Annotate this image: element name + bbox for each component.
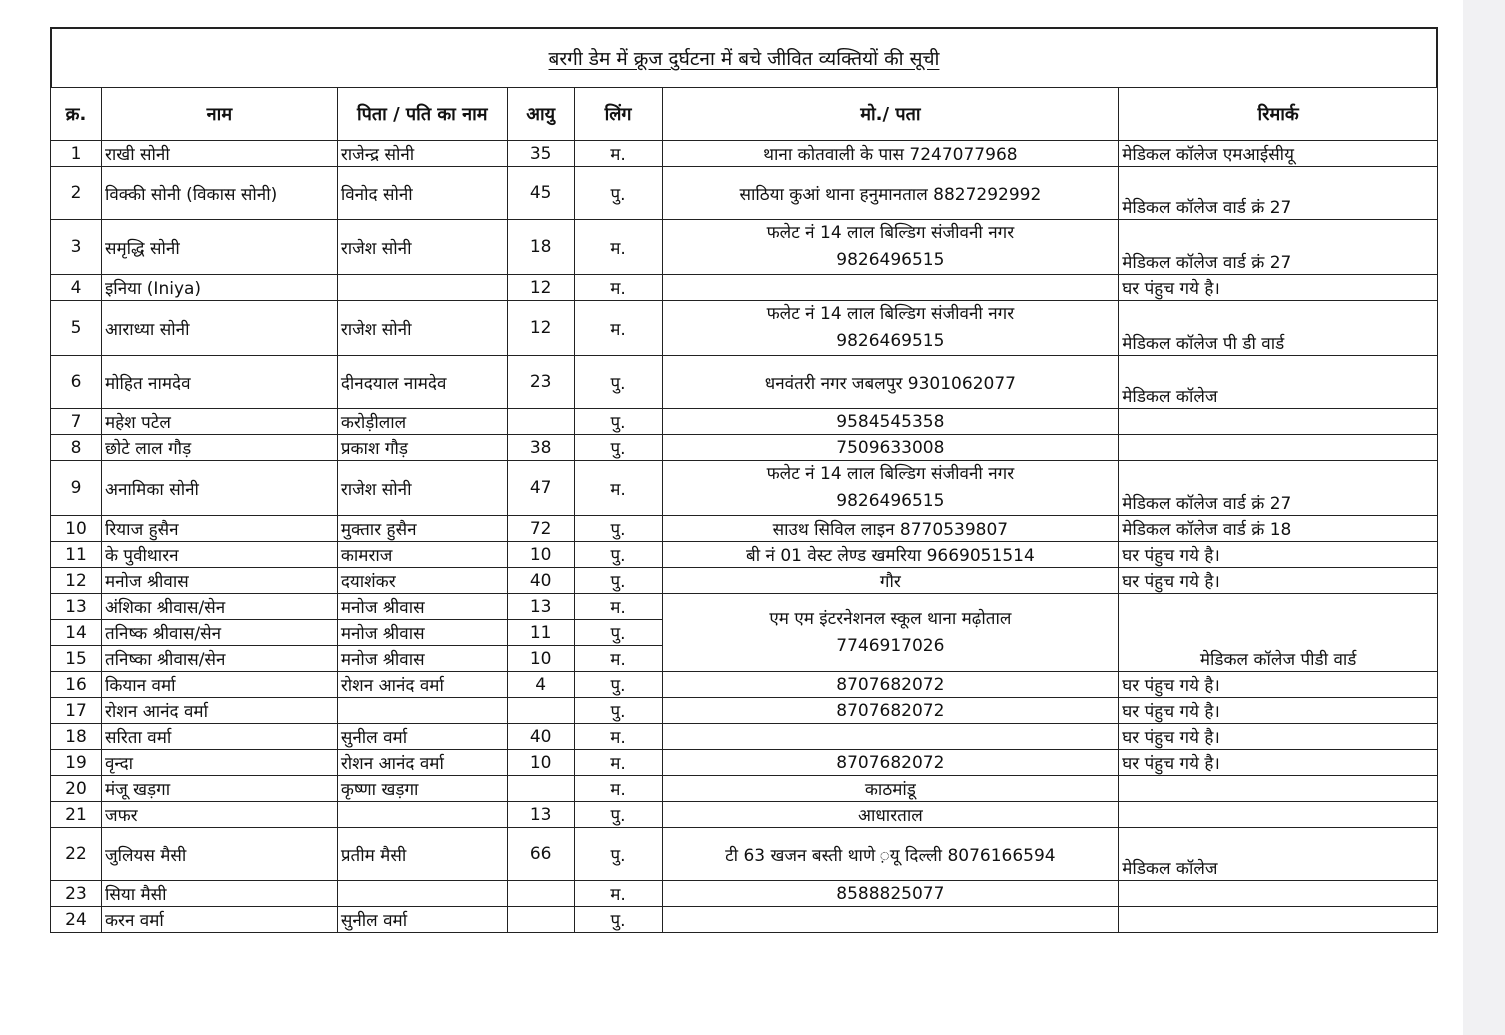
- table-row: [51, 802, 1438, 828]
- cell-sn: 21: [51, 802, 102, 828]
- header-name: नाम: [101, 88, 337, 141]
- cell-sex: म.: [574, 750, 662, 776]
- address-phone: 9826469515: [836, 331, 945, 351]
- address-phone: 9826496515: [836, 250, 945, 270]
- cell-father: [337, 881, 507, 907]
- cell-address: 8707682072: [662, 672, 1119, 698]
- address-line: फलेट नं 14 लाल बिल्डिग संजीवनी नगर: [766, 304, 1015, 324]
- cell-address: टी 63 खजन बस्ती थाणे ़यू दिल्ली 8076166594: [662, 828, 1119, 881]
- cell-remark: मेडिकल कॉलेज पी डी वार्ड: [1119, 301, 1438, 356]
- cell-address: 9584545358: [662, 409, 1119, 435]
- cell-sex: पु.: [574, 542, 662, 568]
- cell-father: [337, 802, 507, 828]
- table-row: [51, 881, 1438, 907]
- cell-sex: म.: [574, 881, 662, 907]
- cell-address: बी नं 01 वेस्ट लेण्ड खमरिया 9669051514: [662, 542, 1119, 568]
- cell-sn: 7: [51, 409, 102, 435]
- cell-name: अंशिका श्रीवास/सेन: [101, 594, 337, 620]
- cell-sex: पु.: [574, 620, 662, 646]
- cell-remark: मेडिकल कॉलेज वार्ड क्रं 27: [1119, 167, 1438, 220]
- cell-sn: 8: [51, 435, 102, 461]
- cell-address: साउथ सिविल लाइन 8770539807: [662, 516, 1119, 542]
- table-row: [51, 724, 1438, 750]
- cell-age: 12: [507, 301, 574, 356]
- cell-father: राजेन्द्र सोनी: [337, 141, 507, 167]
- cell-name: सरिता वर्मा: [101, 724, 337, 750]
- cell-age: 11: [507, 620, 574, 646]
- cell-father: राजेश सोनी: [337, 461, 507, 516]
- cell-age: [507, 409, 574, 435]
- cell-sex: म.: [574, 301, 662, 356]
- table-row: [51, 672, 1438, 698]
- cell-name: महेश पटेल: [101, 409, 337, 435]
- cell-name: अनामिका सोनी: [101, 461, 337, 516]
- cell-sn: 17: [51, 698, 102, 724]
- cell-name: रियाज हुसैन: [101, 516, 337, 542]
- cell-name: करन वर्मा: [101, 907, 337, 933]
- cell-sn: 14: [51, 620, 102, 646]
- table-row: [51, 275, 1438, 301]
- survivor-list-sheet: [50, 27, 1438, 933]
- cell-father: सुनील वर्मा: [337, 907, 507, 933]
- table-row: [51, 568, 1438, 594]
- cell-sex: पु.: [574, 907, 662, 933]
- cell-age: 40: [507, 568, 574, 594]
- header-address: मो./ पता: [662, 88, 1119, 141]
- cell-name: समृद्धि सोनी: [101, 220, 337, 275]
- table-row: [51, 301, 1438, 356]
- table-row: [51, 516, 1438, 542]
- cell-sex: पु.: [574, 435, 662, 461]
- cell-age: 13: [507, 594, 574, 620]
- table-row: [51, 907, 1438, 933]
- address-phone: 7746917026: [836, 635, 945, 656]
- cell-father: राजेश सोनी: [337, 301, 507, 356]
- cell-sex: पु.: [574, 356, 662, 409]
- table-row: [51, 542, 1438, 568]
- cell-address: 8707682072: [662, 750, 1119, 776]
- cell-sn: 15: [51, 646, 102, 672]
- cell-remark: मेडिकल कॉलेज: [1119, 356, 1438, 409]
- cell-age: [507, 907, 574, 933]
- cell-sn: 10: [51, 516, 102, 542]
- cell-father: करोड़ीलाल: [337, 409, 507, 435]
- header-age: आयु: [507, 88, 574, 141]
- cell-sn: 20: [51, 776, 102, 802]
- cell-age: [507, 881, 574, 907]
- cell-address: [662, 907, 1119, 933]
- cell-sex: पु.: [574, 672, 662, 698]
- cell-sex: म.: [574, 594, 662, 620]
- cell-father: रोशन आनंद वर्मा: [337, 750, 507, 776]
- cell-address: [662, 461, 1119, 516]
- cell-address: गौर: [662, 568, 1119, 594]
- cell-father: दीनदयाल नामदेव: [337, 356, 507, 409]
- cell-remark: घर पंहुच गये है।: [1119, 672, 1438, 698]
- cell-sex: पु.: [574, 802, 662, 828]
- cell-name: मोहित नामदेव: [101, 356, 337, 409]
- cell-remark: घर पंहुच गये है।: [1119, 542, 1438, 568]
- table-row: [51, 356, 1438, 409]
- cell-father: सुनील वर्मा: [337, 724, 507, 750]
- cell-name: वृन्दा: [101, 750, 337, 776]
- cell-sn: 3: [51, 220, 102, 275]
- cell-sex: म.: [574, 776, 662, 802]
- page-edge-strip: [1463, 0, 1505, 1035]
- table-row: [51, 409, 1438, 435]
- cell-address: थाना कोतवाली के पास 7247077968: [662, 141, 1119, 167]
- cell-sn: 1: [51, 141, 102, 167]
- cell-remark: मेडिकल कॉलेज एमआईसीयू: [1119, 141, 1438, 167]
- cell-father: मनोज श्रीवास: [337, 620, 507, 646]
- cell-father: [337, 275, 507, 301]
- cell-father: प्रकाश गौड़: [337, 435, 507, 461]
- cell-sex: पु.: [574, 568, 662, 594]
- cell-remark: मेडिकल कॉलेज वार्ड क्रं 27: [1119, 461, 1438, 516]
- cell-remark: मेडिकल कॉलेज वार्ड क्रं 18: [1119, 516, 1438, 542]
- address-line: एम एम इंटरनेशनल स्कूल थाना मढ़ोताल: [769, 608, 1012, 629]
- cell-sn: 22: [51, 828, 102, 881]
- cell-sn: 19: [51, 750, 102, 776]
- cell-sex: पु.: [574, 409, 662, 435]
- table-row: [51, 141, 1438, 167]
- cell-father: राजेश सोनी: [337, 220, 507, 275]
- cell-age: 23: [507, 356, 574, 409]
- cell-sex: पु.: [574, 516, 662, 542]
- cell-age: 12: [507, 275, 574, 301]
- cell-father: कामराज: [337, 542, 507, 568]
- cell-remark: घर पंहुच गये है।: [1119, 724, 1438, 750]
- cell-sn: 6: [51, 356, 102, 409]
- cell-father: रोशन आनंद वर्मा: [337, 672, 507, 698]
- cell-father: [337, 698, 507, 724]
- cell-name: इनिया (Iniya): [101, 275, 337, 301]
- cell-sn: 5: [51, 301, 102, 356]
- cell-age: 66: [507, 828, 574, 881]
- cell-address: आधारताल: [662, 802, 1119, 828]
- cell-age: [507, 776, 574, 802]
- document-title: बरगी डेम में क्रूज दुर्घटना में बचे जीवित व्यक्तियों की सूची: [548, 48, 940, 70]
- cell-address-group: [662, 594, 1119, 672]
- table-row: [51, 220, 1438, 275]
- cell-age: [507, 698, 574, 724]
- cell-age: 45: [507, 167, 574, 220]
- cell-remark: घर पंहुच गये है।: [1119, 568, 1438, 594]
- cell-remark: [1119, 802, 1438, 828]
- cell-sn: 2: [51, 167, 102, 220]
- cell-name: आराध्या सोनी: [101, 301, 337, 356]
- table-row: [51, 750, 1438, 776]
- cell-name: छोटे लाल गौड़: [101, 435, 337, 461]
- cell-father: प्रतीम मैसी: [337, 828, 507, 881]
- cell-address: 8588825077: [662, 881, 1119, 907]
- address-line: फलेट नं 14 लाल बिल्डिग संजीवनी नगर: [766, 464, 1015, 484]
- header-sex: लिंग: [574, 88, 662, 141]
- cell-age: 40: [507, 724, 574, 750]
- cell-name: जुलियस मैसी: [101, 828, 337, 881]
- table-row: [51, 594, 1438, 620]
- table-row: [51, 698, 1438, 724]
- cell-sex: म.: [574, 141, 662, 167]
- cell-sex: पु.: [574, 167, 662, 220]
- cell-remark: [1119, 776, 1438, 802]
- cell-sn: 12: [51, 568, 102, 594]
- cell-remark: मेडिकल कॉलेज: [1119, 828, 1438, 881]
- survivor-table: [50, 87, 1438, 933]
- cell-address: 7509633008: [662, 435, 1119, 461]
- cell-remark: [1119, 435, 1438, 461]
- cell-name: रोशन आनंद वर्मा: [101, 698, 337, 724]
- cell-name: तनिष्का श्रीवास/सेन: [101, 646, 337, 672]
- cell-name: जफर: [101, 802, 337, 828]
- title-box: [50, 27, 1438, 87]
- cell-address: 8707682072: [662, 698, 1119, 724]
- cell-age: 72: [507, 516, 574, 542]
- cell-sex: म.: [574, 461, 662, 516]
- header-remark: रिमार्क: [1119, 88, 1438, 141]
- cell-address: साठिया कुआं थाना हनुमानताल 8827292992: [662, 167, 1119, 220]
- cell-sex: म.: [574, 220, 662, 275]
- cell-name: कियान वर्मा: [101, 672, 337, 698]
- cell-address: [662, 301, 1119, 356]
- cell-sn: 23: [51, 881, 102, 907]
- cell-father: दयाशंकर: [337, 568, 507, 594]
- cell-father: कृष्णा खड़गा: [337, 776, 507, 802]
- cell-sn: 18: [51, 724, 102, 750]
- cell-remark: [1119, 907, 1438, 933]
- cell-name: के पुवीथारन: [101, 542, 337, 568]
- cell-address: [662, 275, 1119, 301]
- cell-sex: म.: [574, 275, 662, 301]
- address-line: फलेट नं 14 लाल बिल्डिग संजीवनी नगर: [766, 223, 1015, 243]
- header-row: [51, 88, 1438, 141]
- table-row: [51, 776, 1438, 802]
- cell-remark: घर पंहुच गये है।: [1119, 750, 1438, 776]
- cell-name: विक्की सोनी (विकास सोनी): [101, 167, 337, 220]
- cell-address: [662, 220, 1119, 275]
- table-row: [51, 435, 1438, 461]
- cell-name: सिया मैसी: [101, 881, 337, 907]
- cell-sn: 4: [51, 275, 102, 301]
- cell-sex: म.: [574, 646, 662, 672]
- cell-name: मनोज श्रीवास: [101, 568, 337, 594]
- cell-remark: [1119, 881, 1438, 907]
- cell-name: तनिष्क श्रीवास/सेन: [101, 620, 337, 646]
- table-row: [51, 167, 1438, 220]
- address-phone: 9826496515: [836, 491, 945, 511]
- cell-age: 47: [507, 461, 574, 516]
- cell-sn: 13: [51, 594, 102, 620]
- cell-sn: 9: [51, 461, 102, 516]
- cell-remark: घर पंहुच गये है।: [1119, 275, 1438, 301]
- cell-remark: मेडिकल कॉलेज वार्ड क्रं 27: [1119, 220, 1438, 275]
- table-row: [51, 828, 1438, 881]
- cell-address: धनवंतरी नगर जबलपुर 9301062077: [662, 356, 1119, 409]
- cell-age: 13: [507, 802, 574, 828]
- cell-age: 18: [507, 220, 574, 275]
- cell-sex: पु.: [574, 698, 662, 724]
- cell-sex: म.: [574, 724, 662, 750]
- cell-remark: [1119, 409, 1438, 435]
- cell-name: राखी सोनी: [101, 141, 337, 167]
- cell-father: मनोज श्रीवास: [337, 646, 507, 672]
- cell-age: 35: [507, 141, 574, 167]
- cell-age: 38: [507, 435, 574, 461]
- cell-sn: 16: [51, 672, 102, 698]
- cell-name: मंजू खड़गा: [101, 776, 337, 802]
- cell-father: मुक्तार हुसैन: [337, 516, 507, 542]
- cell-sn: 24: [51, 907, 102, 933]
- header-father: पिता / पति का नाम: [337, 88, 507, 141]
- cell-age: 10: [507, 542, 574, 568]
- cell-remark-group: मेडिकल कॉलेज पीडी वार्ड: [1119, 594, 1438, 672]
- cell-age: 10: [507, 750, 574, 776]
- cell-address: [662, 724, 1119, 750]
- cell-sn: 11: [51, 542, 102, 568]
- cell-address: काठमांडू: [662, 776, 1119, 802]
- cell-age: 4: [507, 672, 574, 698]
- cell-father: मनोज श्रीवास: [337, 594, 507, 620]
- cell-sex: पु.: [574, 828, 662, 881]
- cell-age: 10: [507, 646, 574, 672]
- cell-remark: घर पंहुच गये है।: [1119, 698, 1438, 724]
- header-sn: क्र.: [51, 88, 102, 141]
- cell-father: विनोद सोनी: [337, 167, 507, 220]
- table-row: [51, 461, 1438, 516]
